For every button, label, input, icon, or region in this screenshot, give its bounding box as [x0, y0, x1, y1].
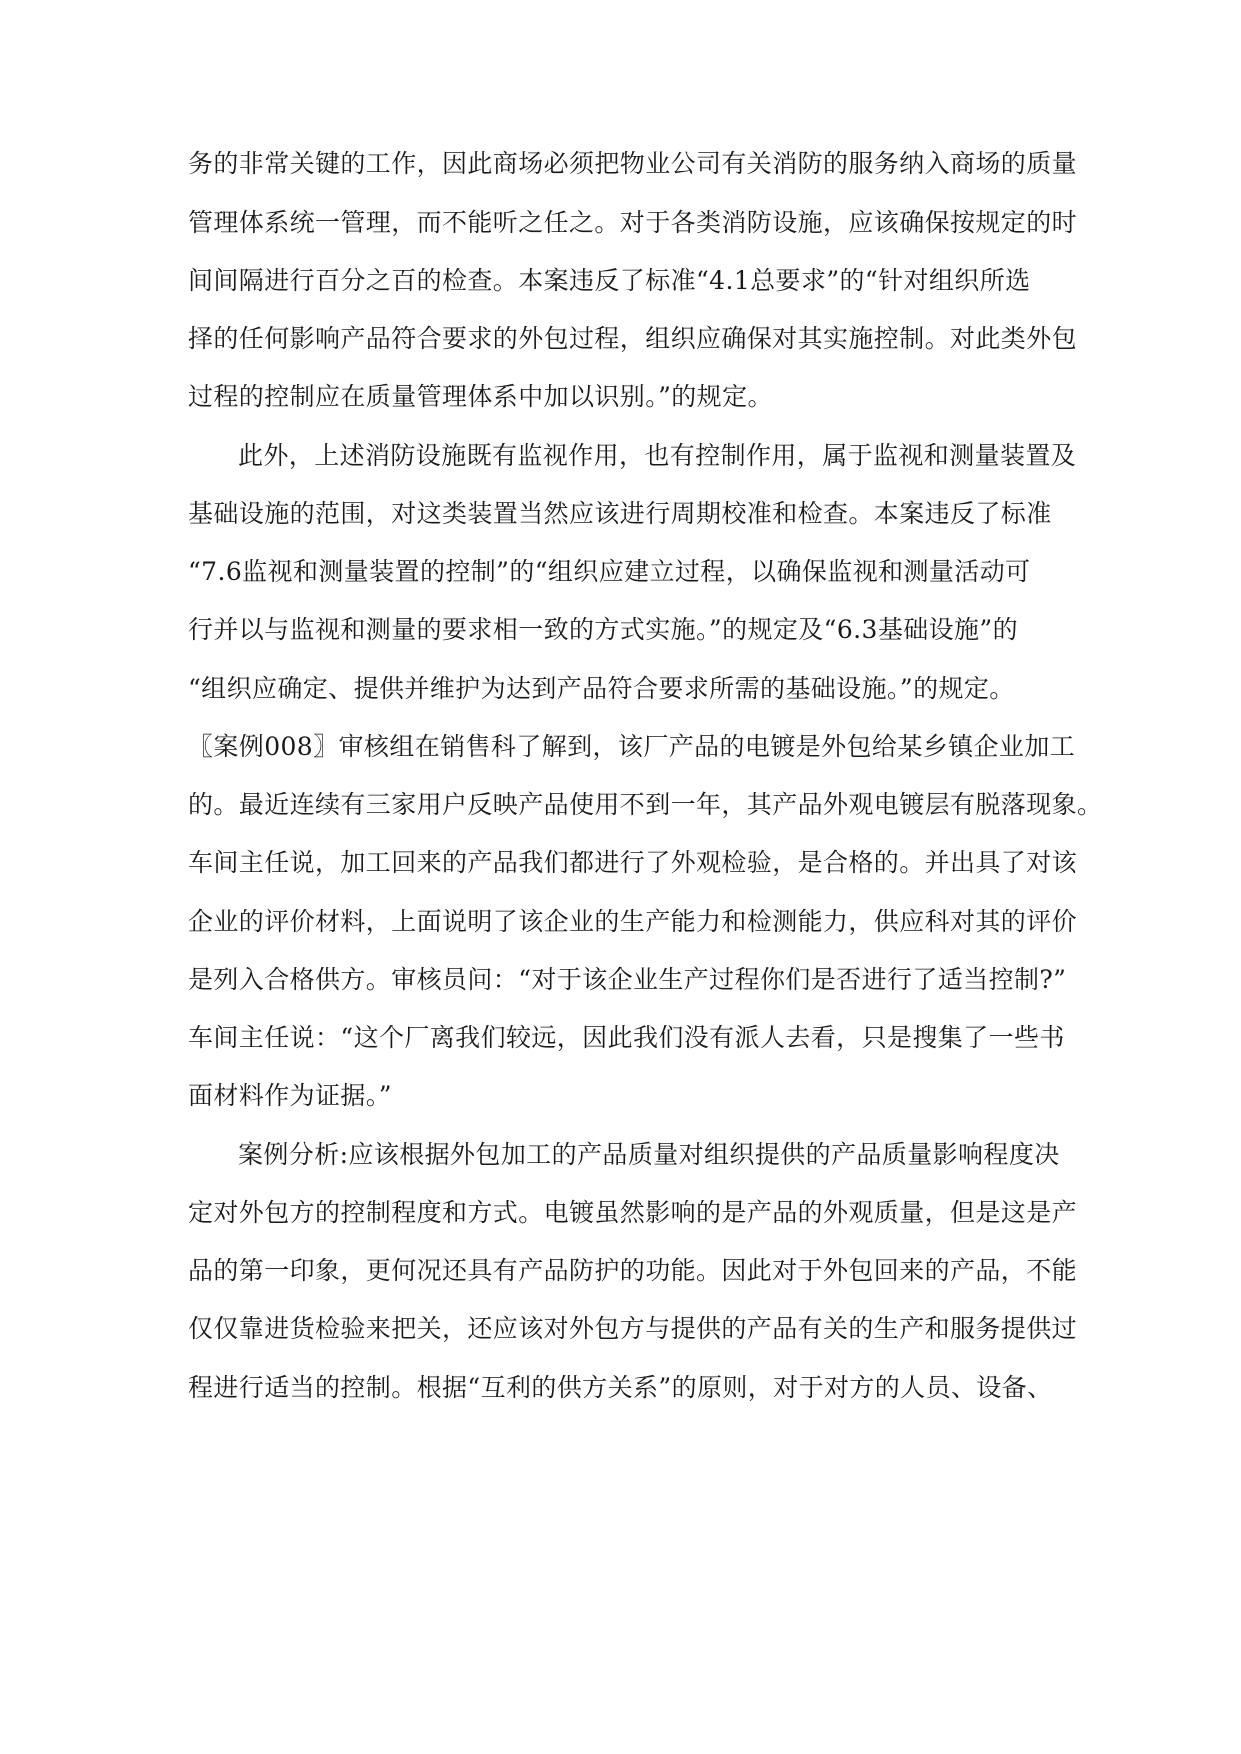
text-line: 案例分析:应该根据外包加工的产品质量对组织提供的产品质量影响程度决 [238, 1140, 1060, 1169]
text-line: 基础设施的范围，对这类装置当然应该进行周期校准和检查。本案违反了标准 [188, 499, 1052, 528]
text-line: 的。最近连续有三家用户反映产品使用不到一年，其产品外观电镀层有脱落现象。 [188, 790, 1103, 819]
text-line: 是列入合格供方。审核员问：“对于该企业生产过程你们是否进行了适当控制?” [188, 965, 1067, 994]
text-line: 〖案例008〗审核组在销售科了解到，该厂产品的电镀是外包给某乡镇企业加工 [188, 732, 1076, 761]
text-line: 择的任何影响产品符合要求的外包过程，组织应确保对其实施控制。对此类外包 [188, 324, 1078, 353]
text-line: “7.6监视和测量装置的控制”的“组织应建立过程，以确保监视和测量活动可 [188, 557, 1031, 586]
text-line: 过程的控制应在质量管理体系中加以识别。”的规定。 [188, 382, 773, 411]
text-line: 企业的评价材料，上面说明了该企业的生产能力和检测能力，供应科对其的评价 [188, 907, 1078, 936]
text-line: 管理体系统一管理，而不能听之任之。对于各类消防设施，应该确保按规定的时 [188, 208, 1078, 237]
text-line: 程进行适当的控制。根据“互利的供方关系”的原则，对于对方的人员、设备、 [188, 1373, 1053, 1402]
text-line: 务的非常关键的工作，因此商场必须把物业公司有关消防的服务纳入商场的质量 [188, 149, 1078, 178]
text-line: 车间主任说：“这个厂离我们较远，因此我们没有派人去看，只是搜集了一些书 [188, 1023, 1065, 1052]
text-line: 此外，上述消防设施既有监视作用，也有控制作用，属于监视和测量装置及 [238, 441, 1077, 470]
text-line: “组织应确定、提供并维护为达到产品符合要求所需的基础设施。”的规定。 [188, 674, 1015, 703]
text-line: 行并以与监视和测量的要求相一致的方式实施。”的规定及“6.3基础设施”的 [188, 615, 1019, 644]
text-line: 品的第一印象，更何况还具有产品防护的功能。因此对于外包回来的产品，不能 [188, 1256, 1078, 1285]
text-line: 定对外包方的控制程度和方式。电镀虽然影响的是产品的外观质量，但是这是产 [188, 1198, 1078, 1227]
text-line: 面材料作为证据。” [188, 1081, 392, 1110]
text-line: 车间主任说，加工回来的产品我们都进行了外观检验，是合格的。并出具了对该 [188, 848, 1078, 877]
text-line: 仅仅靠进货检验来把关，还应该对外包方与提供的产品有关的生产和服务提供过 [188, 1314, 1078, 1343]
text-line: 间间隔进行百分之百的检查。本案违反了标准“4.1总要求”的“针对组织所选 [188, 266, 1031, 295]
